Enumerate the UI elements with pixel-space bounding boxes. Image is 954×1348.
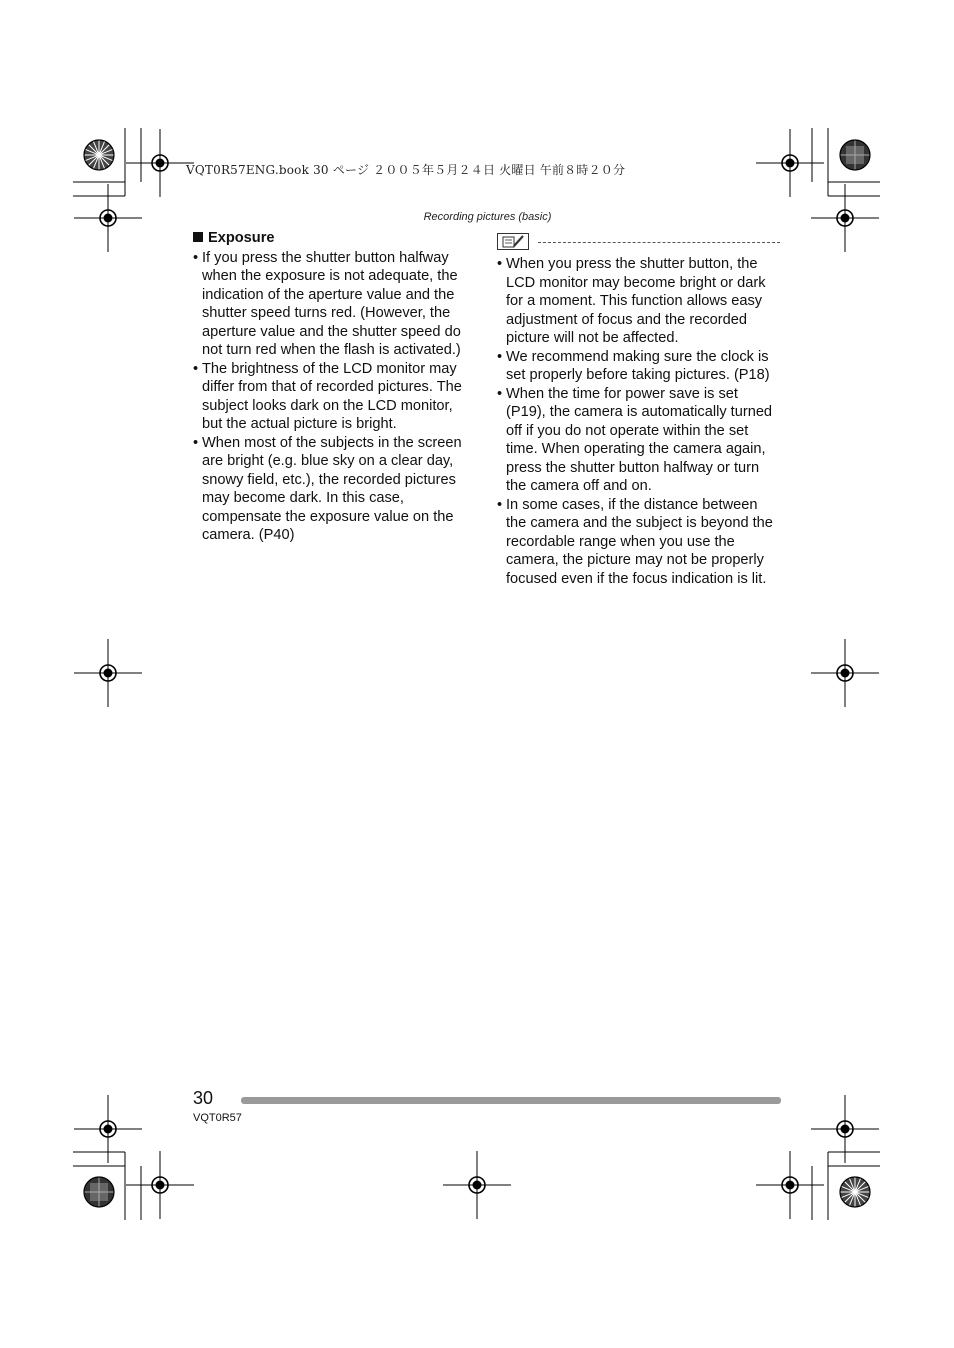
list-item: • We recommend making sure the clock is set properly before taking pictures. (P18) [497,348,781,385]
running-head: Recording pictures (basic) [423,211,552,223]
note-pencil-icon [497,233,529,250]
list-item: • When the time for power save is set (P19), the camera is automatically turned off if you do not operate within the set time. When operating the camera again, press the shutter button halfway or turn the camera off and on. [497,385,781,496]
model-code: VQT0R57 [193,1112,242,1124]
note-divider [538,242,780,243]
notes-list [497,255,781,588]
footer-bar [241,1097,781,1104]
exposure-section [193,229,469,545]
file-header: VQT0R57ENG.book 30 ページ ２００５年５月２４日 火曜日 午前８時２０分 [186,163,626,177]
exposure-title: Exposure [208,230,275,246]
list-item: • In some cases, if the distance between the camera and the subject is beyond the recordable range when you use the camera, the picture may not be properly focused even if the focus indication is lit. [497,496,781,589]
exposure-list [193,249,469,545]
list-item: • If you press the shutter button halfway when the exposure is not adequate, the indication of the aperture value and the shutter speed turns red. (However, the aperture value and the shutter speed do not turn red when the flash is activated.) [193,249,469,360]
square-bullet-icon [193,232,203,242]
list-item: • When most of the subjects in the screen are bright (e.g. blue sky on a clear day, snowy field, etc.), the recorded pictures may become dark. In this case, compensate the exposure value on the camera. (P40) [193,434,469,545]
list-item: • The brightness of the LCD monitor may differ from that of recorded pictures. The subject looks dark on the LCD monitor, but the actual picture is bright. [193,360,469,434]
exposure-heading [193,229,469,248]
list-item: • When you press the shutter button, the LCD monitor may become bright or dark for a moment. This function allows easy adjustment of focus and the recorded picture will not be affected. [497,255,781,348]
notes-section [497,255,781,588]
page-number: 30 [193,1088,214,1108]
